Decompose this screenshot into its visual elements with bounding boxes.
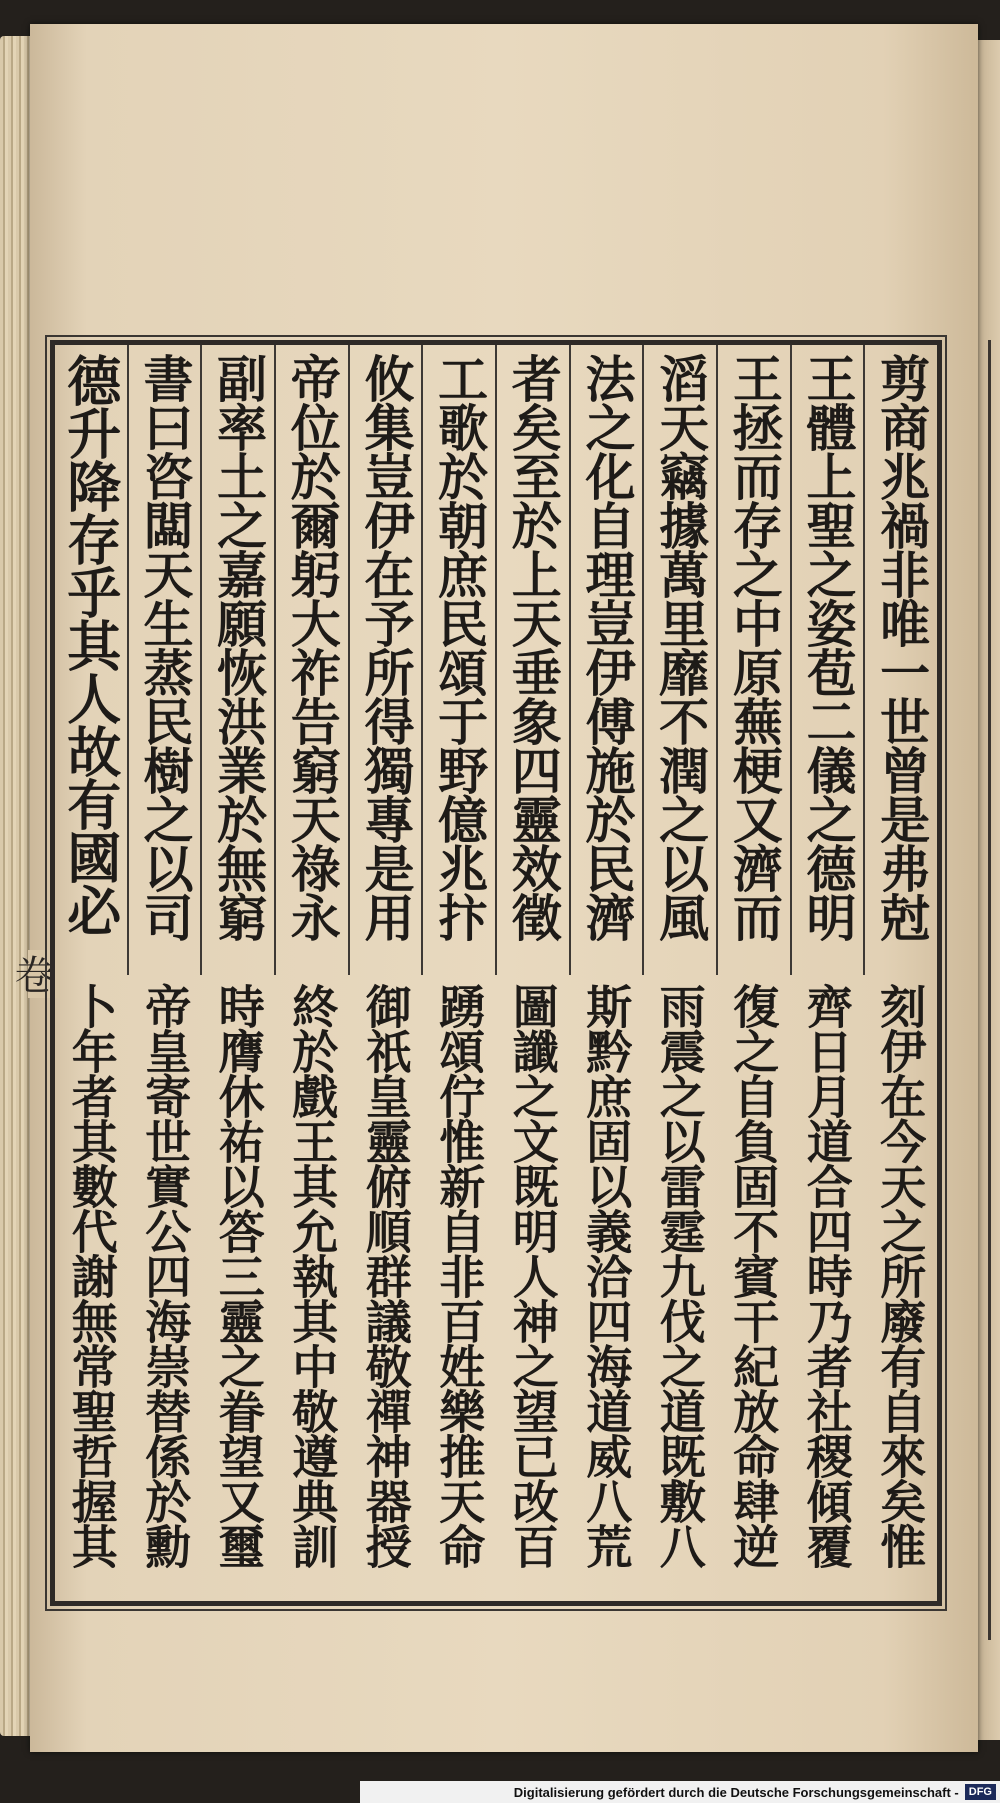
column-text-lower: 雨震之以雷霆九伐之道既敷八 [652, 983, 707, 1568]
text-column-lower [55, 975, 129, 1601]
column-text-lower: 卜年者其數代謝無常聖哲握其 [64, 983, 119, 1568]
column-text-upper: 滔天竊據萬里靡不潤之以風 [651, 353, 711, 941]
column-text-upper: 攸集豈伊在予所得獨專是用 [356, 353, 416, 941]
text-frame [50, 340, 942, 1606]
text-columns-lower [55, 975, 937, 1601]
column-text-lower: 圖讖之文既明人神之望已改百 [505, 983, 560, 1568]
text-column-lower [423, 975, 497, 1601]
text-column [863, 345, 937, 975]
column-text-lower: 時膺休祐以答三靈之眷望又璽 [211, 983, 266, 1568]
column-text-upper: 德升降存乎其人故有國必 [58, 353, 123, 936]
text-column-lower [349, 975, 423, 1601]
text-column [642, 345, 716, 975]
dfg-logo-icon: DFG [965, 1784, 996, 1800]
text-column-lower [570, 975, 644, 1601]
column-text-upper: 書曰咨闆天生蒸民樹之以司 [135, 353, 195, 941]
text-column-lower [129, 975, 203, 1601]
column-text-upper: 副率土之嘉願恢洪業於無窮 [209, 353, 269, 941]
text-column [200, 345, 274, 975]
text-column [495, 345, 569, 975]
column-text-upper: 法之化自理豈伊傅施於民濟 [577, 353, 637, 941]
text-column [421, 345, 495, 975]
column-text-lower: 帝皇寄世實公四海崇替係於勳 [138, 983, 193, 1568]
text-column [55, 345, 127, 975]
text-column-lower [276, 975, 350, 1601]
text-column [790, 345, 864, 975]
column-text-upper: 剪商兆禍非唯一世曾是弗尅 [872, 353, 932, 941]
column-text-lower: 終於戲王其允執其中敬遵典訓 [285, 983, 340, 1568]
text-columns [55, 345, 937, 975]
text-column [348, 345, 422, 975]
column-text-upper: 王體上聖之姿苞二儀之德明 [798, 353, 858, 941]
text-column [569, 345, 643, 975]
column-text-lower: 刻伊在今天之所廢有自來矣惟 [873, 983, 928, 1568]
column-text-upper: 帝位於爾躬大祚告窮天祿永 [282, 353, 342, 941]
text-column [716, 345, 790, 975]
column-text-lower: 齊日月道合四時乃者社稷傾覆 [799, 983, 854, 1568]
text-column-lower [643, 975, 717, 1601]
column-text-lower: 御祇皇靈俯順群議敬禪神器授 [358, 983, 413, 1568]
column-text-lower: 復之自負固不賓干紀放命肆逆 [726, 983, 781, 1568]
column-text-lower: 踴頌佇惟新自非百姓樂推天命 [432, 983, 487, 1568]
column-text-upper: 王拯而存之中原蕪梗又濟而 [724, 353, 784, 941]
text-column-lower [202, 975, 276, 1601]
footer-credit: Digitalisierung gefördert durch die Deutsche Forschungsgemeinschaft - [513, 1784, 959, 1800]
text-column [274, 345, 348, 975]
text-column-lower [496, 975, 570, 1601]
margin-mark: 卷 [28, 950, 60, 998]
digitization-footer [360, 1781, 1000, 1803]
column-text-upper: 者矣至於上天垂象四靈效徵 [503, 353, 563, 941]
text-column-lower [717, 975, 791, 1601]
book-page-stack [0, 36, 34, 1736]
text-column [127, 345, 201, 975]
column-text-lower: 斯黔庶固以義洽四海道威八荒 [579, 983, 634, 1568]
text-column-lower [864, 975, 938, 1601]
next-page-edge [978, 40, 1000, 1740]
text-column-lower [790, 975, 864, 1601]
column-text-upper: 工歌於朝庶民頌于野億兆抃 [430, 353, 490, 941]
